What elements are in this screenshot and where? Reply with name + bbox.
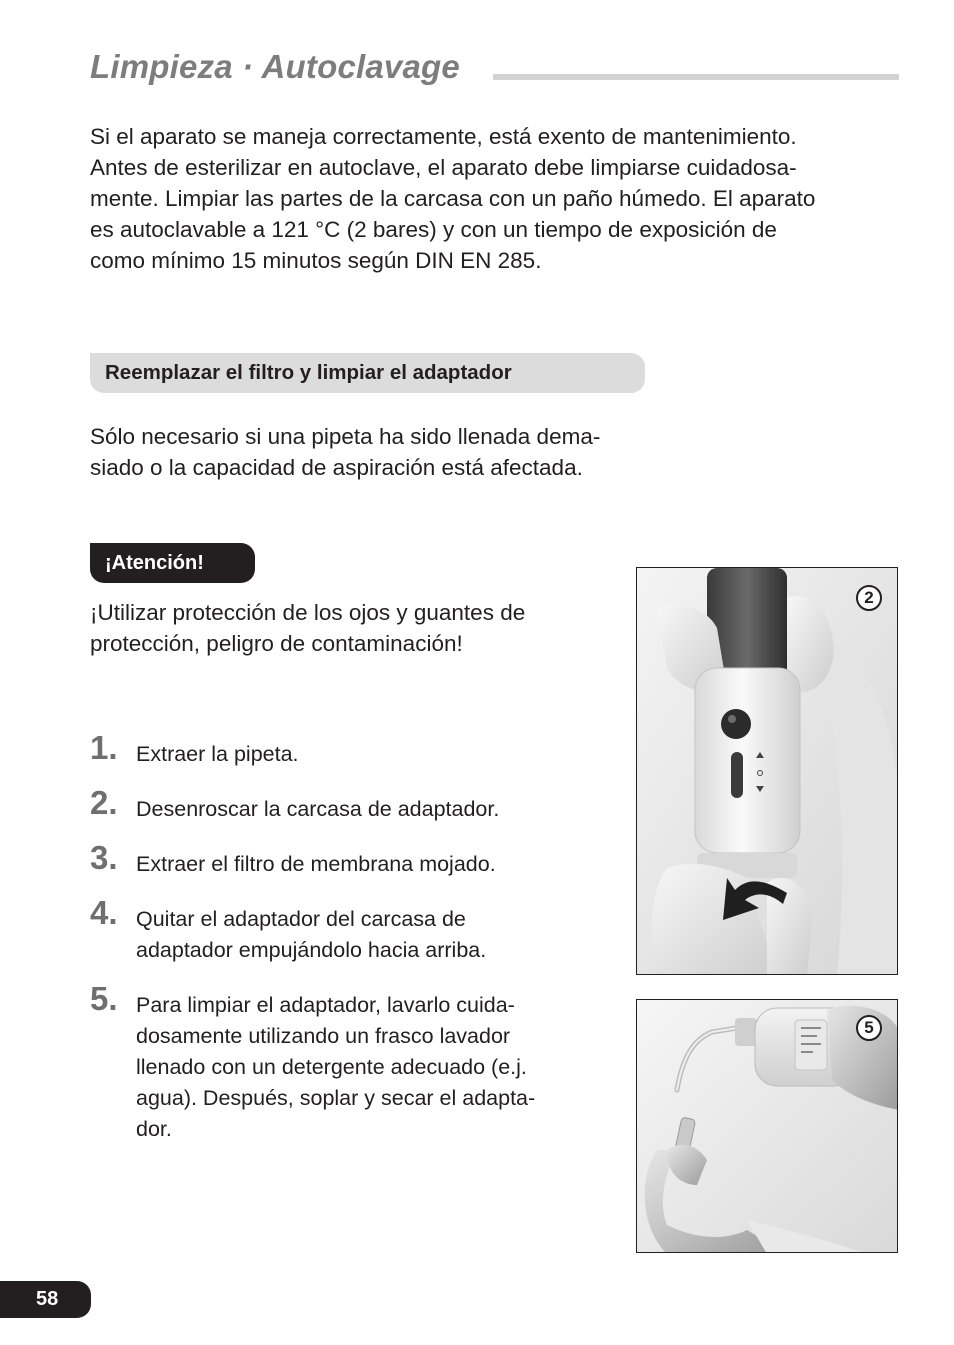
figure-badge: 2	[856, 585, 882, 611]
step-line: agua). Después, soplar y secar el adapta-	[136, 1086, 536, 1110]
section-heading: Reemplazar el filtro y limpiar el adaptador	[90, 353, 645, 393]
page-number: 58	[0, 1281, 91, 1318]
intro-paragraph	[90, 121, 910, 276]
step-text	[136, 904, 486, 966]
step-line: llenado con un detergente adecuado (e.j.	[136, 1055, 527, 1079]
wash-bottle-rinsing-photo	[637, 1000, 898, 1253]
step-line: Extraer la pipeta.	[136, 742, 299, 766]
step-line: Extraer el filtro de membrana mojado.	[136, 852, 496, 876]
step-line: adaptador empujándolo hacia arriba.	[136, 938, 487, 962]
step-line: Para limpiar el adaptador, lavarlo cuida-	[136, 993, 515, 1017]
step-line: Desenroscar la carcasa de adaptador.	[136, 797, 500, 821]
step-line: Quitar el adaptador del carcasa de	[136, 907, 466, 931]
warning-label: ¡Atención!	[90, 543, 255, 583]
section-paragraph	[90, 421, 690, 483]
intro-line: es autoclavable a 121 °C (2 bares) y con un tiempo de exposición de	[90, 217, 777, 242]
section-line: siado o la capacidad de aspiración está afectada.	[90, 455, 583, 480]
figure-badge: 5	[856, 1015, 882, 1041]
warning-line: protección, peligro de contaminación!	[90, 631, 463, 656]
step-number: 3.	[90, 839, 118, 876]
intro-line: mente. Limpiar las partes de la carcasa con un paño húmedo. El aparato	[90, 186, 816, 211]
step-number: 1.	[90, 729, 118, 766]
step-number: 2.	[90, 784, 118, 821]
warning-line: ¡Utilizar protección de los ojos y guantes de	[90, 600, 526, 625]
pipette-controller-hand-photo	[637, 568, 898, 975]
step-number: 4.	[90, 894, 118, 931]
intro-line: como mínimo 15 minutos según DIN EN 285.	[90, 248, 542, 273]
step-text	[136, 739, 299, 770]
step-number: 5.	[90, 980, 118, 1017]
intro-line: Si el aparato se maneja correctamente, está exento de mantenimiento.	[90, 124, 797, 149]
intro-line: Antes de esterilizar en autoclave, el aparato debe limpiarse cuidadosa-	[90, 155, 797, 180]
title-rule	[493, 74, 899, 80]
step-line: dosamente utilizando un frasco lavador	[136, 1024, 511, 1048]
step-text	[136, 794, 499, 825]
step-text	[136, 990, 535, 1145]
figure-step-2	[636, 567, 898, 975]
step-text	[136, 849, 496, 880]
section-line: Sólo necesario si una pipeta ha sido llenada dema-	[90, 424, 601, 449]
figure-step-5	[636, 999, 898, 1253]
step-line: dor.	[136, 1117, 172, 1141]
warning-paragraph	[90, 597, 610, 659]
page-title: Limpieza · Autoclavage	[90, 48, 460, 85]
